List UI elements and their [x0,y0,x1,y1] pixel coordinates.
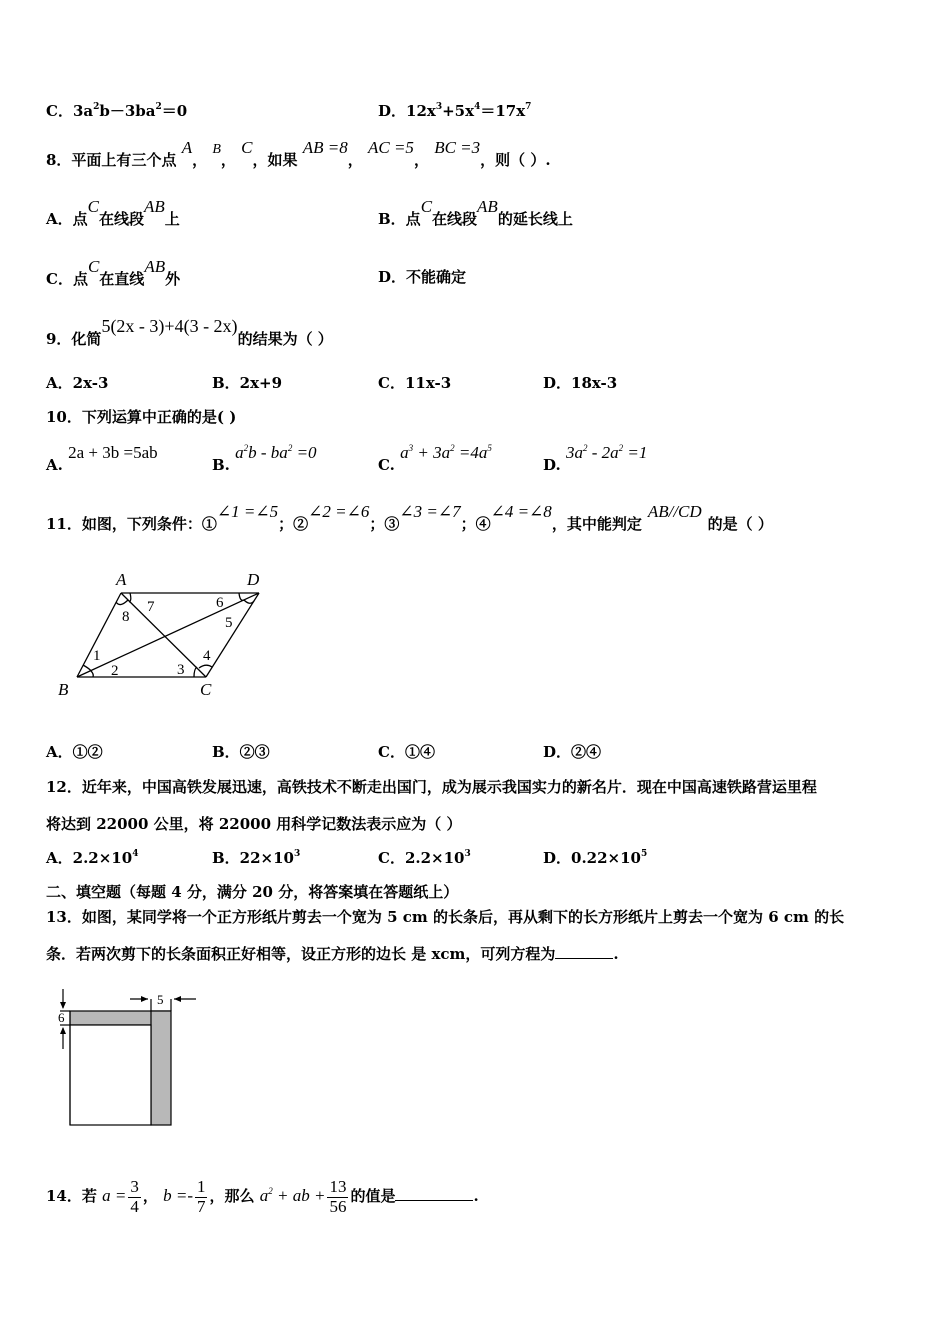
section-heading-fill-in: 二、填空题（每题 4 分，满分 20 分，将答案填在答题纸上） [46,883,459,901]
q11-stem: 11．如图，下列条件：①∠1 =∠5；②∠2 =∠6；③∠3 =∠7；④∠4 =∠8，其中能判定AB//CD的是（ ） [46,502,773,533]
q9-option-d: D．18x-3 [543,374,618,392]
q11-parallelogram-figure [50,565,280,705]
angle-label-6: 6 [216,595,224,611]
angle-label-3: 3 [177,662,185,678]
angle-arc-6 [239,593,244,600]
angle-label-8: 8 [122,609,130,625]
q11-option-a: A．①② [46,743,103,761]
angle-label-2: 2 [111,663,119,679]
q8-option-c: C．点C在直线AB外 [46,257,181,288]
q10-option-c: C. $a^3 + 3a^2 =4a^5$ [378,443,492,474]
vertex-label-c: C [200,680,212,699]
q14-answer-blank[interactable] [395,1200,473,1201]
q8-stem: 8．平面上有三个点 A， B， C，如果 AB =8， AC =5， BC =3，则（ ）. [46,138,551,169]
angle-arc-4 [199,665,212,668]
q9-option-c: C．11x-3 [378,374,452,392]
fraction-13-56: $\frac{13}{56}$ [329,1177,347,1216]
angle-label-7: 7 [147,599,155,615]
q7-option-c: C．$3a^2b-3ba^2=0$ [46,102,188,120]
q13-stem-line1: 13．如图，某同学将一个正方形纸片剪去一个宽为 5 cm 的长条后，再从剩下的长方形纸片上剪去一个宽为 6 cm 的长 [46,908,845,926]
vertex-label-d: D [247,570,260,589]
angle-label-1: 1 [93,648,101,664]
q9-option-a: A．2x-3 [46,374,109,392]
remaining-rectangle [70,1025,151,1125]
q9-stem: 9．化简5(2x - 3)+4(3 - 2x)的结果为（ ） [46,316,333,348]
diagonal-bd [77,593,259,677]
vertex-label-a: A [116,570,127,589]
angle-arc-8 [116,600,128,605]
angle-label-5: 5 [225,615,233,631]
fraction-3-4: $\frac{3}{4}$ [130,1177,139,1216]
dimension-label-6: 6 [58,1010,65,1025]
angle-label-4: 4 [203,648,211,664]
q11-option-b: B．②③ [212,743,270,761]
q9-option-b: B．2x+9 [212,374,283,392]
q10-option-a: A. 2a + 3b =5ab [46,443,158,474]
q12-stem-line1: 12．近年来，中国高铁发展迅速，高铁技术不断走出国门，成为展示我国实力的新名片．现在中国高速铁路营运里程 [46,778,817,796]
angle-arc-5 [244,600,254,603]
q12-stem-line2: 将达到 22000 公里，将 22000 用科学记数法表示应为（ ） [46,815,462,833]
fraction-1-7: $\frac{1}{7}$ [196,1177,206,1216]
q13-stem-line2: 条．若两次剪下的长条面积正好相等，设正方形的边长 是 xcm，可列方程为 . [46,945,619,963]
q12-option-b: B．$22\times 10^3$ [212,849,301,867]
angle-arc-2 [91,671,93,677]
vertex-label-b: B [58,680,69,699]
dimension-label-5: 5 [157,992,164,1007]
q13-answer-blank[interactable] [555,958,613,959]
q10-option-b: B. $a^2b - ba^2 =0$ [212,443,317,474]
diagonal-ac [121,593,206,677]
q12-option-a: A．$2.2\times 10^4$ [46,849,139,867]
q11-option-d: D．②④ [543,743,602,761]
q13-square-figure [50,985,210,1130]
strip-5cm [151,1011,171,1125]
q12-option-c: C．$2.2\times 10^3$ [378,849,471,867]
q14-stem: 14．若 a = $\frac{3}{4}$ ， b =- $\frac{1}{7}$ ，那么 $a^2$ + ab + $\frac{13}{56}$ 的值是 . [46,1177,479,1216]
q8-option-d: D．不能确定 [378,268,467,286]
q10-option-d: D. $3a^2 - 2a^2 =1$ [543,443,648,474]
angle-arc-1 [83,665,91,671]
q10-stem: 10．下列运算中正确的是( ) [46,408,237,426]
q7-option-d: D．$12x^3+5x^4=17x^7$ [378,102,532,120]
q12-option-d: D．$0.22\times 10^5$ [543,849,648,867]
q11-option-c: C．①④ [378,743,435,761]
q8-option-b: B．点C在线段AB的延长线上 [378,197,573,228]
q8-option-a: A．点C在线段AB上 [46,197,180,228]
